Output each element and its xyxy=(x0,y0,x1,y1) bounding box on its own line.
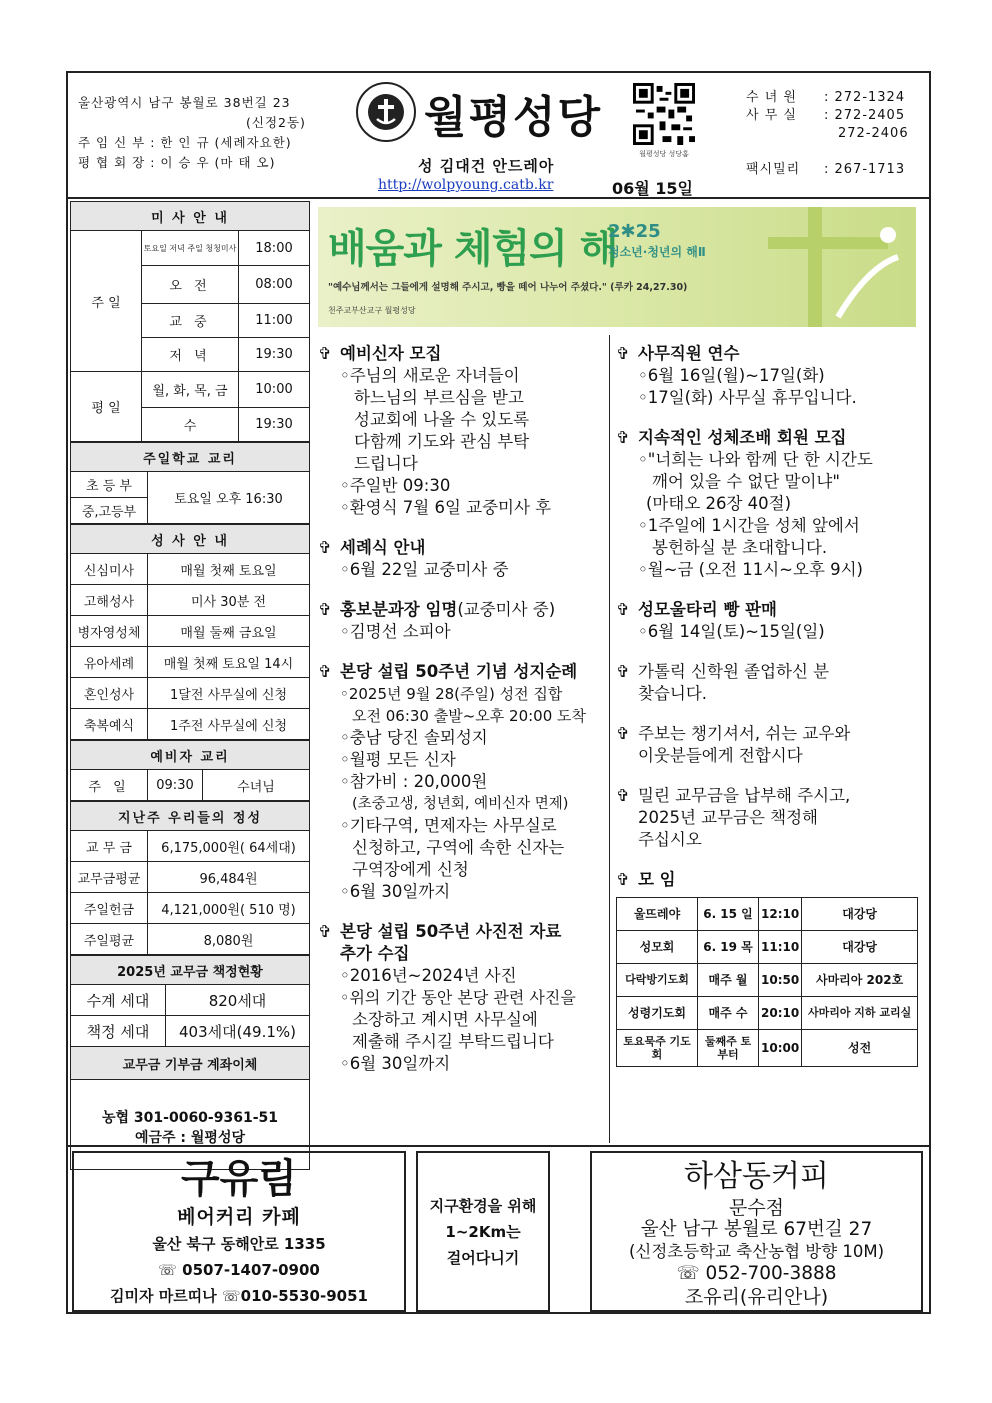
cross-icon: ✞ xyxy=(616,600,630,619)
catechumen-place: 수녀님 xyxy=(203,770,310,801)
notice-title: 세례식 안내 xyxy=(340,538,426,557)
tithe-name: 책정 세대 xyxy=(71,1016,166,1047)
middle-column xyxy=(318,343,608,1093)
notice-title: 사무직원 연수 xyxy=(638,344,740,363)
ad-address: 울산 남구 봉월로 67번길 27 xyxy=(640,1219,873,1240)
sacrament-title: 성 사 안 내 xyxy=(71,525,310,554)
contact-row: 272-2406 xyxy=(838,126,909,141)
offering-title: 지난주 우리들의 정성 xyxy=(71,802,310,831)
cross-icon: ✞ xyxy=(616,662,630,681)
offering-name: 주일평균 xyxy=(71,924,148,955)
cross-icon: ✞ xyxy=(318,922,332,941)
offering-value: 4,121,000원( 510 명) xyxy=(148,893,310,924)
ad-phone: ☏ 0507-1407-0900 xyxy=(158,1261,320,1279)
ad-subtitle: 베어커리 카페 xyxy=(177,1206,301,1228)
notice-baptism: ✞ 세례식 안내 ◦6월 22일 교중미사 중 xyxy=(318,538,509,579)
school-group: 중,고등부 xyxy=(71,498,148,524)
cross-icon: ✞ xyxy=(318,538,332,557)
sacrament-name: 유아세례 xyxy=(71,647,148,678)
tithe-table xyxy=(70,955,310,1080)
contact-list xyxy=(746,89,909,179)
account-holder: 예금주 : 월평성당 xyxy=(134,1130,245,1146)
notice-catechumen-recruit: ✞ 예비신자 모집 ◦주님의 새로운 자녀들이 하느님의 부르심을 받고 성교회에 나올 수 있도록 다함께 기도와 관심 부탁 드립니다 ◦주일반 09:30 ◦환영식 7월 6일 교중미사 후 xyxy=(318,344,552,517)
table-row: 울뜨레야 6. 15 일 12:10 대강당 xyxy=(617,898,918,931)
school-time: 토요일 오후 16:30 xyxy=(148,472,310,524)
youth-year-banner xyxy=(318,207,916,327)
mass-name: 저 녁 xyxy=(142,338,239,372)
cross-icon: ✞ xyxy=(318,662,332,681)
ad-subtitle: 문수점 xyxy=(728,1197,785,1219)
tithe-name: 수계 세대 xyxy=(71,985,166,1016)
sacrament-value: 매월 첫째 토요일 14시 xyxy=(148,647,310,678)
sunday-school-table xyxy=(70,442,310,524)
notice-graduates: ✞ 가톨릭 신학원 졸업하신 분 찾습니다. xyxy=(616,662,830,703)
catechumen-day: 주 일 xyxy=(71,770,148,801)
mass-name: 오 전 xyxy=(142,266,239,304)
notice-appointment: ✞ 홍보분과장 임명(교중미사 중) ◦김명선 소피아 xyxy=(318,600,556,641)
ads-section xyxy=(68,1145,929,1316)
notice-title: 지속적인 성체조배 회원 모집 xyxy=(638,428,847,447)
council-line: 평 협 회 장 : 이 승 우 (마 태 오) xyxy=(78,155,276,170)
offering-value: 8,080원 xyxy=(148,924,310,955)
header xyxy=(68,73,929,199)
tithe-title: 2025년 교무금 책정현황 xyxy=(71,956,310,985)
sacrament-value: 매월 첫째 토요일 xyxy=(148,554,310,585)
sacrament-value: 미사 30분 전 xyxy=(148,585,310,616)
meetings-table xyxy=(616,897,918,1067)
catechumen-table xyxy=(70,740,310,801)
cross-icon: ✞ xyxy=(616,344,630,363)
sacrament-value: 매월 둘째 금요일 xyxy=(148,616,310,647)
cross-icon: ✞ xyxy=(318,344,332,363)
patron-saint: 성 김대건 안드레아 xyxy=(418,157,555,175)
banner-year: 2✱25 xyxy=(608,221,661,242)
ad-environment: 지구환경을 위해 1~2Km는 걸어다니기 xyxy=(416,1151,550,1312)
pastor-line: 주 임 신 부 : 한 인 규 (세례자요한) xyxy=(78,135,292,150)
ad-phone: ☏ 052-700-3888 xyxy=(676,1263,837,1284)
mass-time: 18:00 xyxy=(239,231,310,266)
weekday-label: 평 일 xyxy=(71,372,142,442)
account-number: 농협 301-0060-9361-51 xyxy=(102,1110,278,1126)
mass-name: 수 xyxy=(142,408,239,442)
cross-icon: ✞ xyxy=(616,428,630,447)
meetings-title: 모 임 xyxy=(638,870,676,889)
ad-address: 울산 북구 동해안로 1335 xyxy=(152,1235,326,1253)
mass-name: 월, 화, 목, 금 xyxy=(142,372,239,408)
cross-icon: ✞ xyxy=(616,724,630,743)
ad-owner: 김미자 마르띠나 ☏010-5530-9051 xyxy=(110,1287,368,1305)
tithe-value: 820세대 xyxy=(166,985,310,1016)
table-row: 성모회 6. 19 목 11:10 대강당 xyxy=(617,931,918,964)
contact-row: 수 녀 원 : 272-1324 xyxy=(746,90,906,105)
notice-tithe: ✞ 밀린 교무금을 납부해 주시고, 2025년 교무금은 책정해 주십시오 xyxy=(616,786,851,849)
website-link[interactable]: http://wolpyoung.catb.kr xyxy=(378,177,554,193)
mass-time: 10:00 xyxy=(239,372,310,408)
offering-name: 주일헌금 xyxy=(71,893,148,924)
mass-schedule-table xyxy=(70,201,310,442)
table-row: 성령기도회 매주 수 20:10 사마리아 지하 교리실 xyxy=(617,997,918,1030)
banner-subtitle: 청소년·청년의 해Ⅱ xyxy=(608,245,706,259)
mass-time: 11:00 xyxy=(239,304,310,338)
cross-icon: ✞ xyxy=(318,600,332,619)
banner-quote: "예수님께서는 그들에게 설명해 주시고, 빵을 떼어 나누어 주셨다." (루카 24,27.30) xyxy=(328,282,688,293)
notice-bulletin: ✞ 주보는 챙기셔서, 쉬는 교우와 이웃분들에게 전합시다 xyxy=(616,724,851,765)
meetings-section xyxy=(616,869,921,1067)
sacrament-name: 고해성사 xyxy=(71,585,148,616)
ad-owner: 조유리(유리안나) xyxy=(684,1286,829,1308)
church-info xyxy=(78,93,306,173)
notice-title: 본당 설립 50주년 사진전 자료 xyxy=(340,922,562,941)
sunday-label: 주 일 xyxy=(71,231,142,372)
ad-guyurim xyxy=(72,1151,406,1312)
notice-title: 홍보분과장 임명 xyxy=(340,600,458,619)
right-column xyxy=(616,343,921,1067)
banner-headline: 배움과 체험의 해 xyxy=(328,226,618,272)
mass-time: 08:00 xyxy=(239,266,310,304)
notice-title: 성모울타리 빵 판매 xyxy=(638,600,778,619)
ad-title: 하삼동커피 xyxy=(684,1159,829,1194)
notice-title: 예비신자 모집 xyxy=(340,344,442,363)
table-row: 토요묵주 기도회 둘째주 토부터 10:00 성전 xyxy=(617,1030,918,1067)
mass-time: 19:30 xyxy=(239,408,310,442)
notice-pilgrimage: ✞ 본당 설립 50주년 기념 성지순례 ◦2025년 9월 28(주일) 성전 집합 오전 06:30 출발~오후 20:00 도착 ◦충남 당진 솔뫼성지 ◦월평 모든 신자 ◦참가비 : 20,000원 (초중고생, 청년회, 예비신자 면제) ◦기타구역, 면제자는 사무실로 신청하고, 구역에 속한 신자는 구역장에게 신청 ◦6월 30일까지 xyxy=(318,662,587,901)
notice-adoration: ✞ 지속적인 성체조배 회원 모집 ◦"너희는 나와 함께 단 한 시간도 깨어 있을 수 없단 말이냐" (마태오 26장 40절) ◦1주일에 1시간을 성체 앞에서 봉헌하실 분 초대합니다. ◦월~금 (오전 11시~오후 9시) xyxy=(616,428,873,579)
sacrament-value: 1달전 사무실에 신청 xyxy=(148,678,310,709)
school-group: 초 등 부 xyxy=(71,472,148,498)
notice-photo-collection: ✞ 본당 설립 50주년 사진전 자료 추가 수집 ◦2016년~2024년 사진 ◦위의 기간 동안 본당 관련 사진을 소장하고 계시면 사무실에 제출해 주시길 부탁드립니다 ◦6월 30일까지 xyxy=(318,922,576,1073)
offering-table xyxy=(70,801,310,955)
sacrament-value: 1주전 사무실에 신청 xyxy=(148,709,310,740)
offering-name: 교 무 금 xyxy=(71,831,148,862)
sacrament-name: 혼인성사 xyxy=(71,678,148,709)
bulletin-sheet xyxy=(66,71,931,1314)
ad-hasamdong-coffee xyxy=(590,1151,923,1312)
ad-title: 구유림 xyxy=(181,1156,297,1202)
ad-address-detail: (신정초등학교 축산농협 방향 10M) xyxy=(628,1242,885,1261)
sacrament-name: 축복예식 xyxy=(71,709,148,740)
address-line2: (신정2동) xyxy=(246,115,306,130)
school-title: 주일학교 교리 xyxy=(71,443,310,472)
banner-orgs: 천주교부산교구 월평성당 xyxy=(328,306,416,315)
account-title: 교무금 기부금 계좌이체 xyxy=(71,1047,310,1080)
left-column xyxy=(70,201,310,1170)
column-divider xyxy=(609,335,610,1143)
notice-staff-training: ✞ 사무직원 연수 ◦6월 16일(월)~17일(화) ◦17일(화) 사무실 휴무입니다. xyxy=(616,344,857,407)
qr-code[interactable] xyxy=(633,83,695,145)
tithe-value: 403세대(49.1%) xyxy=(166,1016,310,1047)
cross-figure-graphic xyxy=(748,207,916,327)
cross-icon: ✞ xyxy=(616,870,630,889)
offering-value: 6,175,000원( 64세대) xyxy=(148,831,310,862)
mass-name: 토요일 저녁 주일 청청미사 xyxy=(142,231,239,266)
cross-icon: ✞ xyxy=(616,786,630,805)
church-title: 월평성당 xyxy=(424,92,603,143)
contact-row: 팩시밀리 : 267-1713 xyxy=(746,162,906,177)
church-logo xyxy=(355,81,417,143)
table-row: 다락방기도회 매주 월 10:50 사마리아 202호 xyxy=(617,964,918,997)
catechumen-title: 예비자 교리 xyxy=(71,741,310,770)
qr-caption: 월평성당 성당홈 xyxy=(639,150,689,158)
offering-name: 교무금평균 xyxy=(71,862,148,893)
catechumen-time: 09:30 xyxy=(148,770,203,801)
bulletin-date: 06월 15일 xyxy=(612,179,694,198)
offering-value: 96,484원 xyxy=(148,862,310,893)
address-line1: 울산광역시 남구 봉월로 38번길 23 xyxy=(78,95,291,110)
sacrament-name: 신심미사 xyxy=(71,554,148,585)
sacrament-table xyxy=(70,524,310,740)
mass-title: 미 사 안 내 xyxy=(71,202,310,231)
contact-row: 사 무 실 : 272-2405 xyxy=(746,108,906,123)
notice-title: 본당 설립 50주년 기념 성지순례 xyxy=(340,662,578,681)
mass-name: 교 중 xyxy=(142,304,239,338)
sacrament-name: 병자영성체 xyxy=(71,616,148,647)
mass-time: 19:30 xyxy=(239,338,310,372)
notice-bread-sale: ✞ 성모울타리 빵 판매 ◦6월 14일(토)~15일(일) xyxy=(616,600,825,641)
